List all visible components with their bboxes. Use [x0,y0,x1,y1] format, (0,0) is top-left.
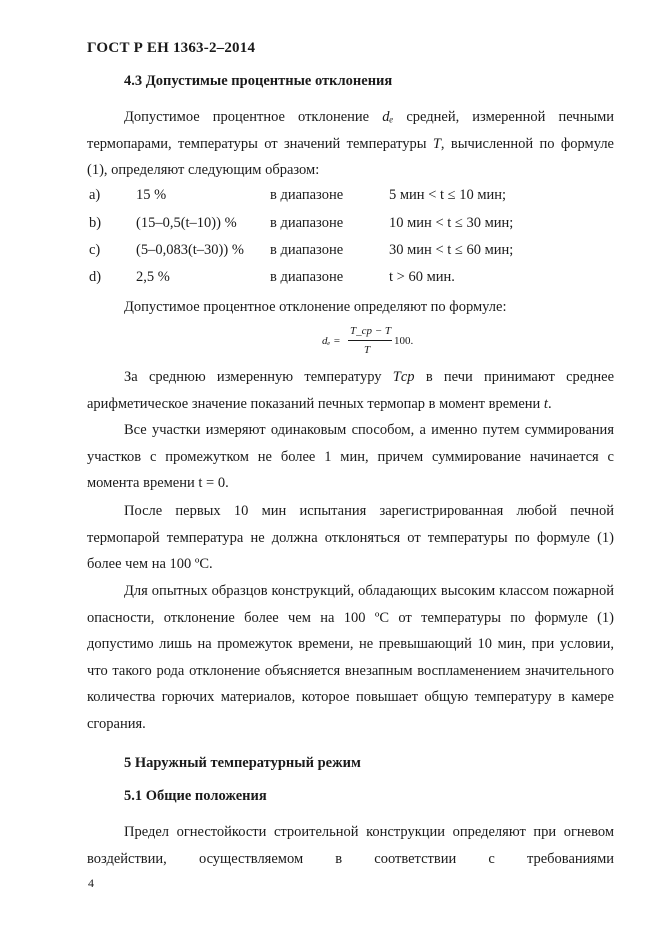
deviation-row-a [87,187,627,209]
symbol-t: t [543,395,548,412]
deviation-letter: c) [89,242,101,258]
intro-text-2: средней, измеренной печными термопарами, температуры от значений температуры [87,109,615,152]
deviation-range-label: в диапазоне [270,242,344,258]
intro-text-1: Допустимое процентное отклонение [124,109,370,125]
formula-factor: 100. [394,335,414,347]
deviation-value: (15–0,5(t–10)) % [136,215,237,231]
paragraph-sections [87,417,614,497]
formula-denominator: T [364,344,371,356]
symbol-T: T [432,135,441,152]
deviation-value: (5–0,083(t–30)) % [136,242,244,258]
page-number: 4 [88,876,94,890]
paragraph-average [87,364,614,417]
formula-fraction-bar [348,340,392,341]
deviation-range: 10 мин < t ≤ 30 мин; [389,215,514,231]
deviation-value: 15 % [136,187,167,203]
deviation-range-label: в диапазоне [270,187,344,203]
deviation-value: 2,5 % [136,269,170,285]
paragraph-formula-intro [87,294,614,321]
deviation-letter: d) [89,269,102,285]
intro-text-3: , вычисленной по формуле (1), определяют следующим образом: [87,135,614,178]
symbol-Tcp: Tср [392,369,415,385]
deviation-range-label: в диапазоне [270,269,344,285]
average-text-3: . [547,395,552,412]
section-5-1-title: 5.1 Общие положения [124,788,267,804]
para-5-1-text: Предел огнестойкости строительной конструкции определяют при огневом воздействии, осуществляемом в соответствии с требованиями [87,824,614,867]
deviation-range: t > 60 мин. [389,269,455,285]
sections-text: Все участки измеряют одинаковым способом, а именно путем суммирования участков с промежутком не более 1 мин, причем суммирование начинается с момента времени t = 0. [87,422,614,491]
deviation-row-d [87,269,627,291]
after-10-text: После первых 10 мин испытания зарегистрированная любой печной термопарой температура не должна отклоняться от температуры по формуле (1) более чем на 100 ºС. [87,503,614,572]
section-4-3-title: 4.3 Допустимые процентные отклонения [124,73,393,89]
deviation-letter: a) [89,187,101,203]
deviation-row-c [87,242,627,264]
formula-intro-text: Допустимое процентное отклонение определяют по формуле: [124,299,507,315]
symbol-de: dₑ [382,109,394,125]
deviation-range-label: в диапазоне [270,215,344,231]
formula-numerator: T_ср − T [350,325,392,337]
formula-lhs: dₑ = [322,335,341,347]
deviation-letter: b) [89,215,102,231]
average-text-2: в печи принимают среднее арифметическое значение показаний печных термопар в момент времени [87,369,615,412]
document-header: ГОСТ Р ЕН 1363-2–2014 [87,40,256,56]
paragraph-5-1 [87,819,614,872]
average-text-1: За среднюю измеренную температуру [124,369,382,385]
paragraph-after-10-min [87,498,614,578]
deviation-row-b [87,215,627,237]
deviation-range: 5 мин < t ≤ 10 мин; [389,187,507,203]
paragraph-specimens [87,578,614,737]
paragraph-intro [87,104,614,184]
deviation-formula [322,325,432,361]
section-5-title: 5 Наружный температурный режим [124,755,361,771]
deviation-range: 30 мин < t ≤ 60 мин; [389,242,514,258]
specimens-text: Для опытных образцов конструкций, обладающих высоким классом пожарной опасности, отклонение более чем на 100 ºС от температуры по формуле (1) допустимо лишь на промежуток времени, не превышающий 10 мин, при условии, что такого рода отклонение объясняется внезапным воспламенением значительного количества горючих материалов, которое повышает общую температуру в камере сгорания. [87,583,614,732]
